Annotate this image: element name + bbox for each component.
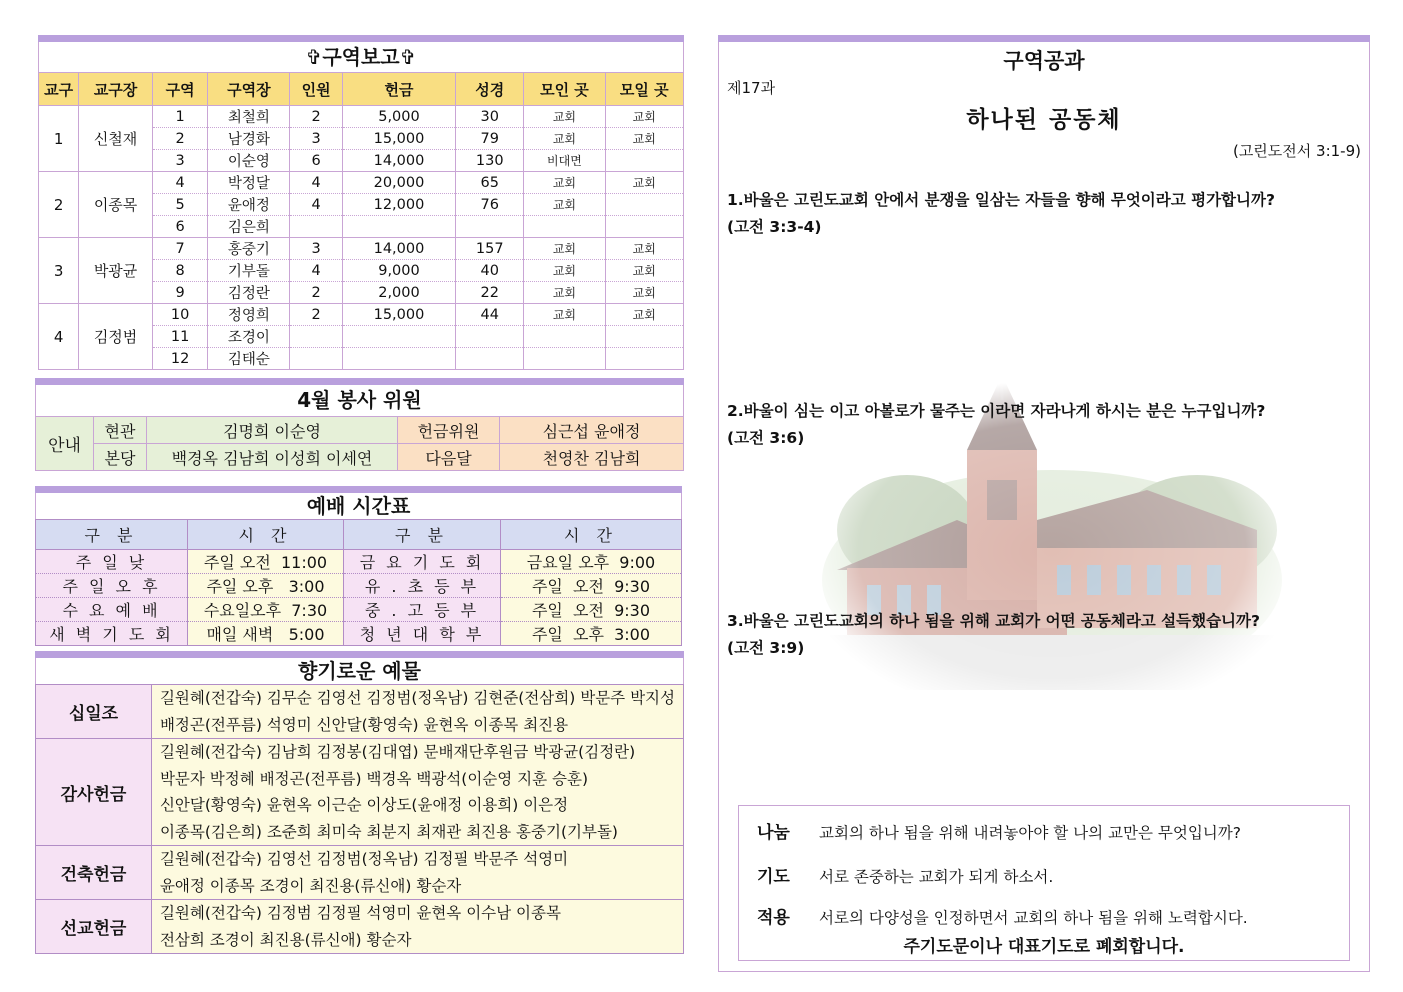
names-line: 배정곤(전푸름) 석영미 신안달(황영숙) 윤현옥 이종목 최진용 (159, 715, 569, 734)
next-month-names: 천영찬 김남희 (500, 444, 684, 471)
meeting-place: 교회 (605, 282, 683, 304)
offering-names (151, 846, 683, 900)
parish-number: 1 (39, 106, 79, 172)
question-text: 1.바울은 고린도교회 안에서 분쟁을 일삼는 자들을 향해 무엇이라고 평가합니까? (727, 191, 1275, 209)
worship-header-row (36, 520, 682, 550)
lesson-number: 제17과 (727, 79, 776, 97)
names-line: 길원혜(전갑숙) 김영선 김정범(정옥남) 김정필 박문주 석영미 (159, 850, 569, 868)
attendance: 4 (290, 260, 342, 282)
apply-label: 적용 (757, 908, 790, 928)
entrance-names: 김명희 이순영 (147, 417, 398, 444)
offering-category: 십일조 (36, 685, 152, 739)
apply-text: 서로의 다양성을 인정하면서 교회의 하나 됨을 위해 노력합시다. (819, 909, 1248, 927)
service-time: 금요일 오후 9:00 (501, 550, 682, 574)
offering-amount (342, 348, 455, 370)
bible-reading (456, 326, 524, 348)
district-number: 3 (152, 150, 207, 172)
district-number: 7 (152, 238, 207, 260)
table-row (36, 739, 684, 846)
section-bar (35, 378, 684, 385)
district-leader: 홍중기 (208, 238, 290, 260)
service-time: 매일 새벽 5:00 (188, 622, 344, 646)
service-name: 금 요 기 도 회 (344, 550, 501, 574)
table-row (36, 574, 682, 598)
bible-reading (456, 216, 524, 238)
bible-reading: 30 (456, 106, 524, 128)
service-name: 중 . 고 등 부 (344, 598, 501, 622)
worship-schedule-panel (35, 486, 682, 646)
district-number: 2 (152, 128, 207, 150)
attendance: 2 (290, 304, 342, 326)
offering-amount: 12,000 (342, 194, 455, 216)
district-leader: 이순영 (208, 150, 290, 172)
bible-reading: 79 (456, 128, 524, 150)
district-leader: 남경화 (208, 128, 290, 150)
sanctuary-names: 백경옥 김남희 이성희 이세연 (147, 444, 398, 471)
application-box (738, 805, 1350, 961)
offering-category: 선교헌금 (36, 900, 152, 954)
parish-number: 3 (39, 238, 79, 304)
question-1 (727, 187, 1363, 241)
met-place: 교회 (524, 106, 605, 128)
question-text: 2.바울이 심는 이고 아볼로가 물주는 이라면 자라나게 하시는 분은 누구입니까? (727, 402, 1266, 420)
district-number: 8 (152, 260, 207, 282)
service-name: 청 년 대 학 부 (344, 622, 501, 646)
names-line: 길원혜(전갑숙) 김무순 김영선 김정범(정옥남) 김현준(전삼희) 박문주 박지성 (159, 689, 675, 707)
section-bar (718, 35, 1370, 42)
table-row (36, 685, 684, 739)
bible-reading: 65 (456, 172, 524, 194)
met-place: 교회 (524, 304, 605, 326)
table-row (36, 550, 682, 574)
guide-label: 안내 (36, 417, 94, 471)
offering-amount: 15,000 (342, 128, 455, 150)
met-place: 교회 (524, 238, 605, 260)
attendance (290, 326, 342, 348)
question-ref: (고전 3:9) (727, 639, 805, 657)
district-leader: 박정달 (208, 172, 290, 194)
parish-leader: 김정범 (79, 304, 153, 370)
offering-amount: 14,000 (342, 150, 455, 172)
offering-committee-label: 헌금위원 (398, 417, 500, 444)
district-number: 6 (152, 216, 207, 238)
names-line: 전삼희 조경이 최진용(류신애) 황순자 (159, 930, 412, 949)
service-time: 주일 오후 3:00 (188, 574, 344, 598)
meeting-place: 교회 (605, 304, 683, 326)
district-header-row (39, 73, 684, 106)
col-header: 시 간 (501, 520, 682, 550)
share-text: 교회의 하나 됨을 위해 내려놓아야 할 나의 교만은 무엇입니까? (819, 824, 1241, 842)
district-number: 1 (152, 106, 207, 128)
offerings-title: 향기로운 예물 (35, 658, 684, 684)
col-header: 구역 (152, 73, 207, 106)
offering-names (151, 739, 683, 846)
bible-reading (456, 348, 524, 370)
met-place: 교회 (524, 128, 605, 150)
parish-leader: 이종목 (79, 172, 153, 238)
parish-leader: 박광균 (79, 238, 153, 304)
service-committee-table (35, 416, 684, 471)
col-header: 모인 곳 (524, 73, 605, 106)
offering-amount: 14,000 (342, 238, 455, 260)
met-place: 교회 (524, 172, 605, 194)
offering-category: 감사헌금 (36, 739, 152, 846)
col-header: 구역장 (208, 73, 290, 106)
offering-amount: 9,000 (342, 260, 455, 282)
parish-number: 4 (39, 304, 79, 370)
meeting-place (605, 216, 683, 238)
service-name: 유 . 초 등 부 (344, 574, 501, 598)
attendance: 2 (290, 106, 342, 128)
district-leader: 김정란 (208, 282, 290, 304)
offering-amount: 5,000 (342, 106, 455, 128)
service-time: 주일 오전 9:30 (501, 598, 682, 622)
col-header: 시 간 (188, 520, 344, 550)
lesson-reference: (고린도전서 3:1-9) (1232, 142, 1361, 160)
share-label: 나눔 (757, 823, 790, 843)
district-number: 4 (152, 172, 207, 194)
sanctuary-label: 본당 (94, 444, 147, 471)
offering-amount: 20,000 (342, 172, 455, 194)
bible-reading: 157 (456, 238, 524, 260)
district-leader: 기부돌 (208, 260, 290, 282)
service-time: 수요일오후 7:30 (188, 598, 344, 622)
names-line: 이종목(김은희) 조준희 최미숙 최분지 최재관 최진용 홍중기(기부돌) (159, 822, 618, 841)
col-header: 인원 (290, 73, 342, 106)
closing-text: 주기도문이나 대표기도로 폐회합니다. (903, 937, 1185, 957)
district-report-table (38, 72, 684, 370)
table-row (36, 622, 682, 646)
attendance (290, 348, 342, 370)
worship-schedule-title: 예배 시간표 (35, 493, 682, 519)
service-committee-title: 4월 봉사 위원 (35, 385, 684, 416)
attendance: 2 (290, 282, 342, 304)
meeting-place (605, 348, 683, 370)
district-leader: 김은희 (208, 216, 290, 238)
names-line: 신안달(황영숙) 윤현옥 이근순 이상도(윤애정 이용희) 이은정 (159, 796, 569, 814)
bible-reading: 44 (456, 304, 524, 326)
col-header: 교구장 (79, 73, 153, 106)
service-name: 새 벽 기 도 회 (36, 622, 188, 646)
bible-reading: 76 (456, 194, 524, 216)
met-place (524, 348, 605, 370)
offering-committee-names: 심근섭 윤애정 (500, 417, 684, 444)
meeting-place: 교회 (605, 172, 683, 194)
next-month-label: 다음달 (398, 444, 500, 471)
met-place (524, 326, 605, 348)
offerings-table (35, 684, 684, 954)
col-header: 교구 (39, 73, 79, 106)
service-time: 주일 오후 3:00 (501, 622, 682, 646)
meeting-place: 교회 (605, 128, 683, 150)
district-leader: 윤애정 (208, 194, 290, 216)
names-line: 길원혜(전갑숙) 김정범 김정필 석영미 윤현옥 이수남 이종목 (159, 904, 561, 922)
col-header: 구 분 (344, 520, 501, 550)
offering-amount: 15,000 (342, 304, 455, 326)
district-report-panel (38, 35, 684, 370)
attendance (290, 216, 342, 238)
service-time: 주일 오전 9:30 (501, 574, 682, 598)
offering-amount (342, 326, 455, 348)
prayer-label: 기도 (757, 867, 790, 887)
district-leader: 김태순 (208, 348, 290, 370)
col-header: 모일 곳 (605, 73, 683, 106)
meeting-place (605, 326, 683, 348)
names-line: 윤애정 이종목 조경이 최진용(류신애) 황순자 (159, 876, 462, 895)
prayer-row (757, 862, 1053, 887)
bible-reading: 130 (456, 150, 524, 172)
table-row (36, 846, 684, 900)
district-number: 11 (152, 326, 207, 348)
lesson-panel (718, 35, 1370, 972)
names-line: 박문자 박정혜 배정곤(전푸름) 백경옥 백광석(이순영 지훈 승훈) (159, 769, 589, 788)
service-time: 주일 오전 11:00 (188, 550, 344, 574)
table-row (36, 598, 682, 622)
question-2 (727, 398, 1363, 452)
names-line: 길원혜(전갑숙) 김남희 김정봉(김대엽) 문배재단후원금 박광균(김정란) (159, 743, 636, 761)
parish-leader: 신철재 (79, 106, 153, 172)
question-ref: (고전 3:6) (727, 429, 805, 447)
offering-category: 건축헌금 (36, 846, 152, 900)
col-header: 헌금 (342, 73, 455, 106)
worship-schedule-table (35, 519, 682, 646)
table-row (39, 106, 684, 128)
entrance-label: 현관 (94, 417, 147, 444)
attendance: 6 (290, 150, 342, 172)
table-row (39, 172, 684, 194)
lesson-subject: 하나된 공동체 (966, 107, 1122, 133)
district-leader: 정영희 (208, 304, 290, 326)
met-place: 교회 (524, 194, 605, 216)
district-number: 9 (152, 282, 207, 304)
meeting-place: 교회 (605, 260, 683, 282)
attendance: 3 (290, 238, 342, 260)
met-place: 교회 (524, 260, 605, 282)
table-row (36, 444, 684, 471)
district-number: 12 (152, 348, 207, 370)
offering-names (151, 685, 683, 739)
met-place (524, 216, 605, 238)
service-name: 주 일 낮 (36, 550, 188, 574)
meeting-place: 교회 (605, 238, 683, 260)
section-bar (35, 651, 684, 658)
parish-number: 2 (39, 172, 79, 238)
table-row (39, 238, 684, 260)
offering-amount (342, 216, 455, 238)
meeting-place: 교회 (605, 106, 683, 128)
share-row (757, 818, 1241, 843)
table-row (39, 304, 684, 326)
offering-amount: 2,000 (342, 282, 455, 304)
district-report-title: ✞구역보고✞ (38, 42, 684, 72)
question-ref: (고전 3:3-4) (727, 218, 822, 236)
question-text: 3.바울은 고린도교회의 하나 됨을 위해 교회가 어떤 공동체라고 설득했습니까? (727, 612, 1260, 630)
section-bar (38, 35, 684, 42)
offerings-panel (35, 651, 684, 954)
service-name: 주 일 오 후 (36, 574, 188, 598)
meeting-place (605, 194, 683, 216)
service-committee-panel (35, 378, 684, 471)
table-row (36, 417, 684, 444)
attendance: 4 (290, 172, 342, 194)
section-bar (35, 486, 682, 493)
attendance: 3 (290, 128, 342, 150)
meeting-place (605, 150, 683, 172)
met-place: 교회 (524, 282, 605, 304)
district-leader: 조경이 (208, 326, 290, 348)
lesson-title: 구역공과 (1003, 49, 1085, 73)
bible-reading: 22 (456, 282, 524, 304)
district-leader: 최철희 (208, 106, 290, 128)
col-header: 구 분 (36, 520, 188, 550)
offering-names (151, 900, 683, 954)
attendance: 4 (290, 194, 342, 216)
apply-row (757, 903, 1248, 928)
prayer-text: 서로 존중하는 교회가 되게 하소서. (819, 868, 1054, 886)
service-name: 수 요 예 배 (36, 598, 188, 622)
district-number: 5 (152, 194, 207, 216)
question-3 (727, 608, 1363, 662)
bible-reading: 40 (456, 260, 524, 282)
met-place: 비대면 (524, 150, 605, 172)
district-number: 10 (152, 304, 207, 326)
table-row (36, 900, 684, 954)
col-header: 성경 (456, 73, 524, 106)
